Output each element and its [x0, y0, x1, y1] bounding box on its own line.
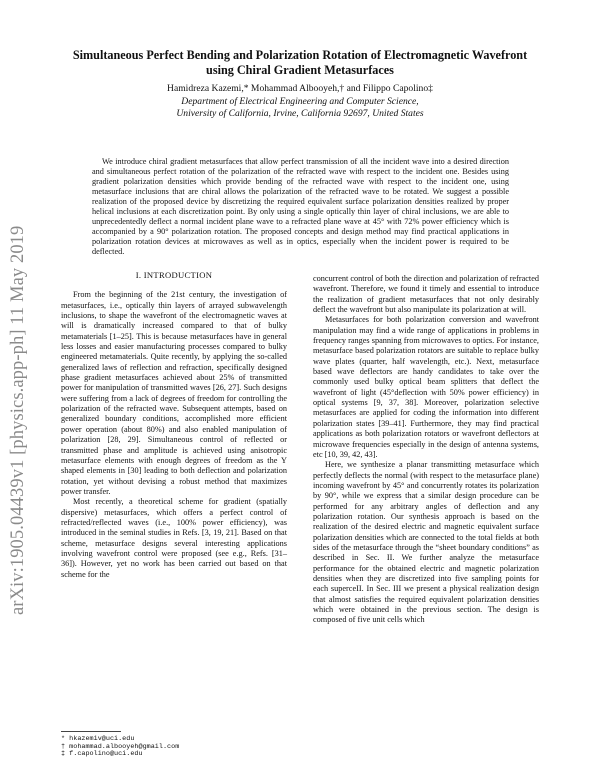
paragraph: Here, we synthesize a planar transmitting metasurface which perfectly deflects the normal (with respect to the metasurface plane) incoming wavefront by 45° and concurrently rotates its polarization by 90°, while we express that a similar design procedure can be performed for any arbitrary angles of deflection and any polarization rotation. Our synthesis approach is based on the realization of the desired electric and magnetic equivalent surface polarization densities which are connected to the total fields at both sides of the metasurface through the “sheet boundary conditions” as described in Sec. II. We further analyze the metasurface performance for the obtained electric and magnetic polarization densities when they are discretized into five sampling points for each superceII. In Sec. III we present a physical realization design that almost satisfies the required equivalent polarization densities which were obtained in the previous section. The design is composed of five unit cells which [313, 460, 539, 625]
footnote: † mohammad.albooyeh@gmail.com [61, 742, 180, 751]
arxiv-stamp [2, 150, 42, 620]
author-list: Hamidreza Kazemi,* Mohammad Albooyeh,† and Filippo Capolino‡ [167, 83, 433, 94]
paragraph: concurrent control of both the direction and polarization of refracted wavefront. Therefore, we found it timely and essential to introduce the realization of gradient metasurfaces that not only desirably deflect the wavefront but also manipulate its polarization at will. [313, 274, 539, 315]
affiliation-line-1: Department of Electrical Engineering and Computer Science, [181, 96, 419, 107]
paragraph: From the beginning of the 21st century, the investigation of metasurfaces, i.e., optically thin layers of arrayed subwavelength inclusions, to shape the wavefront of the electromagnetic waves at will is dramatically increased compared to that of bulky metamaterials [1–25]. This is because metasurfaces have in general less losses and easier manufacturing processes compared to bulky engineered metamaterials. Quite recently, by applying the so-called generalized laws of reflection and refraction, specifically designed phase gradient metasurfaces achieved about 25% of transmitted power for manipulation of transmitted waves [26, 27]. Such designs were suffering from a lack of degrees of freedom for controlling the polarization of the refracted wave. Subsequent attempts, based on generalized boundary conditions, accomplished more efficient power operation (about 80%) and also enabled manipulation of polarization [28, 29]. Simultaneous control of reflected or transmitted phase and amplitude is achieved using anisotropic metasurface elements with enough degrees of freedom as the Y shaped elements in [30] leading to both deflection and polarization rotation, yet without devising a robust method that maximizes power transfer. [61, 290, 287, 496]
footnote-rule [61, 731, 121, 732]
arxiv-stamp-text: arXiv:1905.04439v1 [physics.app-ph] 11 May 2019 [8, 225, 28, 615]
footnote: * hkazemiv@uci.edu [61, 735, 135, 743]
section-heading: I. INTRODUCTION [135, 270, 213, 280]
footnote: ‡ f.capolino@uci.edu [61, 750, 143, 759]
footnotes [61, 736, 287, 759]
right-column [313, 274, 539, 626]
affiliation [60, 96, 540, 119]
paper-title: Simultaneous Perfect Bending and Polarization Rotation of Electromagnetic Wavefront using Chiral Gradient Metasurfaces [72, 48, 528, 77]
affiliation-line-2: University of California, Irvine, California 92697, United States [176, 107, 424, 119]
abstract: We introduce chiral gradient metasurfaces that allow perfect transmission of all the incident wave into a desired direction and simultaneous perfect rotation of the polarization of the refracted wave with respect to the incident one. Besides using gradient polarization densities which provide bending of the refracted wave with respect to the incident one, using metasurface inclusions that are chiral allows the polarization of the refracted wave to be rotated. We suggest a possible realization of the proposed device by discretizing the required equivalent surface polarization densities realized by proper helical inclusions at each discretization point. By only using a single optically thin layer of chiral inclusions, we are able to unprecedentedly deflect a normal incident plane wave to a refracted plane wave at 45° with 72% power efficiency which is accompanied by a 90° polarization rotation. The proposed concepts and design method may find practical applications in polarization rotation devices at microwaves as well as in optics, especially when the incident power is required to be deflected. [92, 157, 509, 257]
paragraph: Most recently, a theoretical scheme for gradient (spatially dispersive) metasurfaces, which offers a perfect control of refracted/reflected waves (i.e., 100% power efficiency), was introduced in the seminal studies in Refs. [3, 19, 21]. Based on that scheme, metasurface designs several interesting applications involving wavefront control were proposed (see e.g., Refs. [31–36]). However, yet no work has been carried out based on that scheme for the [61, 497, 287, 579]
paragraph: Metasurfaces for both polarization conversion and wavefront manipulation may find a wide range of applications in problems in frequency ranges spanning from microwaves to optics. For instance, metasurface based polarization rotators are suitable to replace bulky wave plates (quarter, half wavelength, etc.). Next, metasurface based wave deflectors are handy candidates to take over the commonly used bulky optical beam splitters that deflect the wavefront of light (45°deflection with 50% power efficiency) in optical systems [9, 37, 38]. Moreover, polarization selective metasurfaces are applied for coding the information into different polarization states [39–41]. Furthermore, they may find practical applications as both polarization rotators or wavefront deflectors at microwave frequencies especially in the design of antenna systems, etc [10, 39, 42, 43]. [313, 315, 539, 459]
left-column [61, 270, 287, 580]
